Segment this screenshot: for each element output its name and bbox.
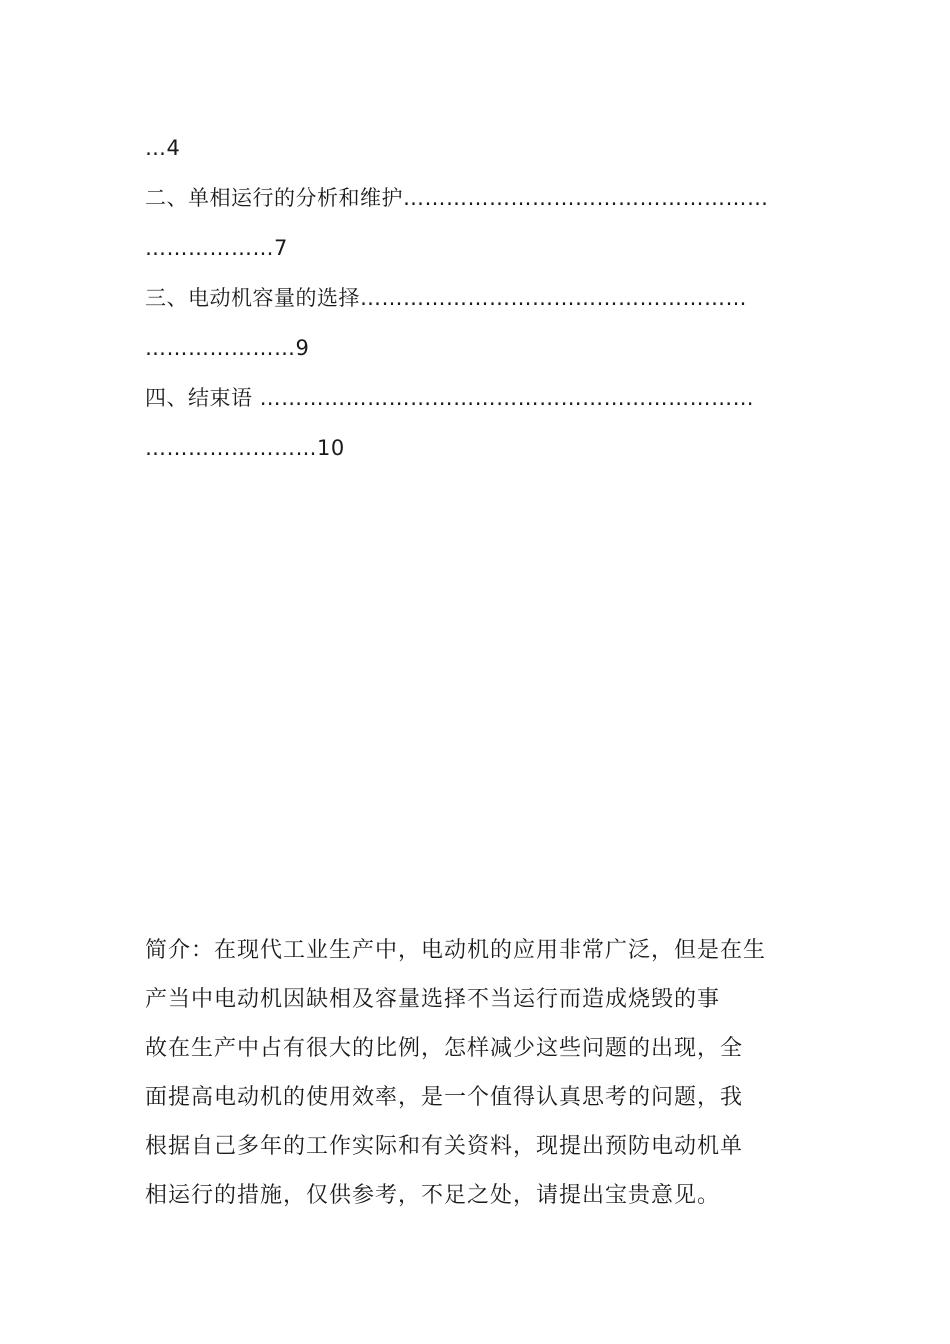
intro-line: 简介：在现代工业生产中，电动机的应用非常广泛，但是在生 bbox=[145, 938, 767, 963]
table-of-contents bbox=[145, 128, 810, 478]
toc-page-ref-10: ……………………10 bbox=[145, 436, 345, 460]
intro-line: 产当中电动机因缺相及容量选择不当运行而造成烧毁的事 bbox=[145, 987, 721, 1012]
intro-line: 面提高电动机的使用效率，是一个值得认真思考的问题，我 bbox=[145, 1085, 744, 1110]
toc-page-ref-4: …4 bbox=[145, 136, 181, 160]
toc-page-ref-7: ………………7 bbox=[145, 236, 288, 260]
toc-entry-motor-capacity: 三、电动机容量的选择……………………………………………… bbox=[145, 286, 747, 310]
toc-entry-single-phase-analysis: 二、单相运行的分析和维护…………………………………………… bbox=[145, 186, 769, 210]
intro-line: 根据自己多年的工作实际和有关资料，现提出预防电动机单 bbox=[145, 1134, 744, 1159]
intro-line: 故在生产中占有很大的比例，怎样减少这些问题的出现，全 bbox=[145, 1036, 744, 1061]
intro-line: 相运行的措施，仅供参考，不足之处，请提出宝贵意见。 bbox=[145, 1183, 721, 1208]
toc-entry-conclusion: 四、结束语 …………………………………………………………… bbox=[145, 386, 755, 410]
toc-page-ref-9: …………………9 bbox=[145, 336, 310, 360]
introduction-paragraph bbox=[145, 926, 810, 1220]
